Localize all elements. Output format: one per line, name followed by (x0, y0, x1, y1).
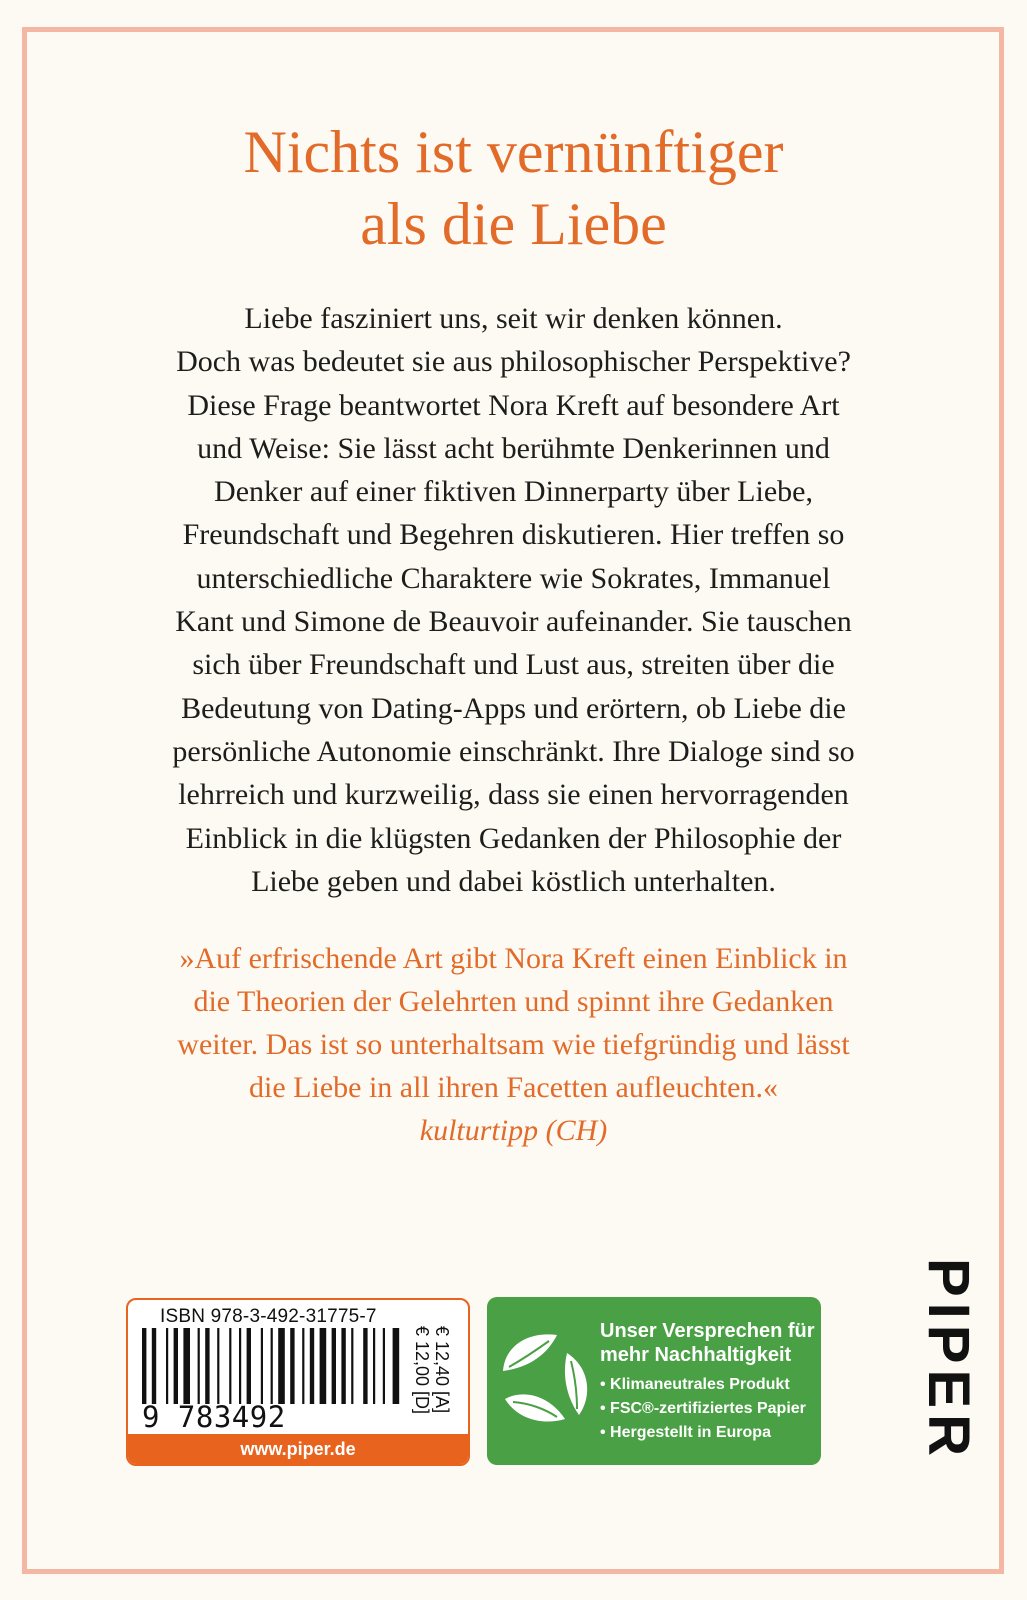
quote-line: weiter. Das ist so unterhaltsam wie tiefgründig und lässt (177, 1028, 850, 1061)
list-item: • Klimaneutrales Produkt (600, 1373, 806, 1397)
barcode-label (126, 1298, 470, 1466)
blurb-line: Diese Frage beantwortet Nora Kreft auf besondere Art (187, 388, 840, 422)
quote-line: »Auf erfrischende Art gibt Nora Kreft einen Einblick in (179, 942, 848, 975)
quote-line: die Theorien der Gelehrten und spinnt ihre Gedanken (193, 985, 834, 1018)
blurb-line: sich über Freundschaft und Lust aus, streiten über die (192, 648, 835, 682)
publisher-url: www.piper.de (128, 1434, 468, 1464)
barcode-icon (142, 1328, 404, 1404)
book-title (0, 116, 1027, 260)
blurb-line: Liebe geben und dabei köstlich unterhalten. (251, 864, 776, 898)
quote-line: die Liebe in all ihren Facetten aufleuchten.« (249, 1071, 778, 1104)
blurb-line: Freundschaft und Begehren diskutieren. Hier treffen so (182, 518, 845, 552)
title-line-1: Nichts ist vernünftiger (243, 119, 784, 185)
blurb-line: Denker auf einer fiktiven Dinnerparty über Liebe, (214, 475, 813, 509)
list-item: • FSC®-zertifiziertes Papier (600, 1397, 806, 1421)
sustainability-heading-line-1: Unser Versprechen für (600, 1320, 815, 1342)
title-line-2: als die Liebe (360, 191, 667, 257)
price-austria: € 12,40 [A] (432, 1326, 452, 1414)
publisher-logo: PIPER (916, 1258, 981, 1463)
barcode-digits: 9 783492 (142, 1400, 286, 1434)
price-germany: € 12,00 [D] (412, 1326, 432, 1415)
blurb-line: lehrreich und kurzweilig, dass sie einen hervorragenden (178, 778, 849, 812)
blurb-line: Kant und Simone de Beauvoir aufeinander. Sie tauschen (175, 605, 852, 639)
quote-source: kulturtipp (CH) (419, 1114, 608, 1147)
blurb-line: unterschiedliche Charaktere wie Sokrates, Immanuel (196, 561, 831, 595)
blurb-line: Doch was bedeutet sie aus philosophischer Perspektive? (176, 345, 851, 379)
sustainability-list (600, 1373, 806, 1445)
blurb-line: persönliche Autonomie einschränkt. Ihre Dialoge sind so (172, 734, 855, 768)
blurb-line: Liebe fasziniert uns, seit wir denken können. (244, 302, 783, 335)
sustainability-heading (600, 1319, 815, 1367)
isbn-number: ISBN 978-3-492-31775-7 (160, 1306, 377, 1327)
blurb (0, 297, 1027, 903)
price-block (411, 1326, 451, 1436)
sustainability-badge (487, 1297, 821, 1465)
list-item: • Hergestellt in Europa (600, 1421, 806, 1445)
recycle-leaves-icon (495, 1323, 595, 1433)
blurb-line: und Weise: Sie lässt acht berühmte Denkerinnen und (197, 431, 830, 465)
sustainability-heading-line-2: mehr Nachhaltigkeit (600, 1344, 792, 1366)
blurb-line: Bedeutung von Dating-Apps und erörtern, ob Liebe die (181, 691, 846, 725)
blurb-line: Einblick in die klügsten Gedanken der Philosophie der (185, 821, 842, 855)
review-quote (0, 937, 1027, 1152)
